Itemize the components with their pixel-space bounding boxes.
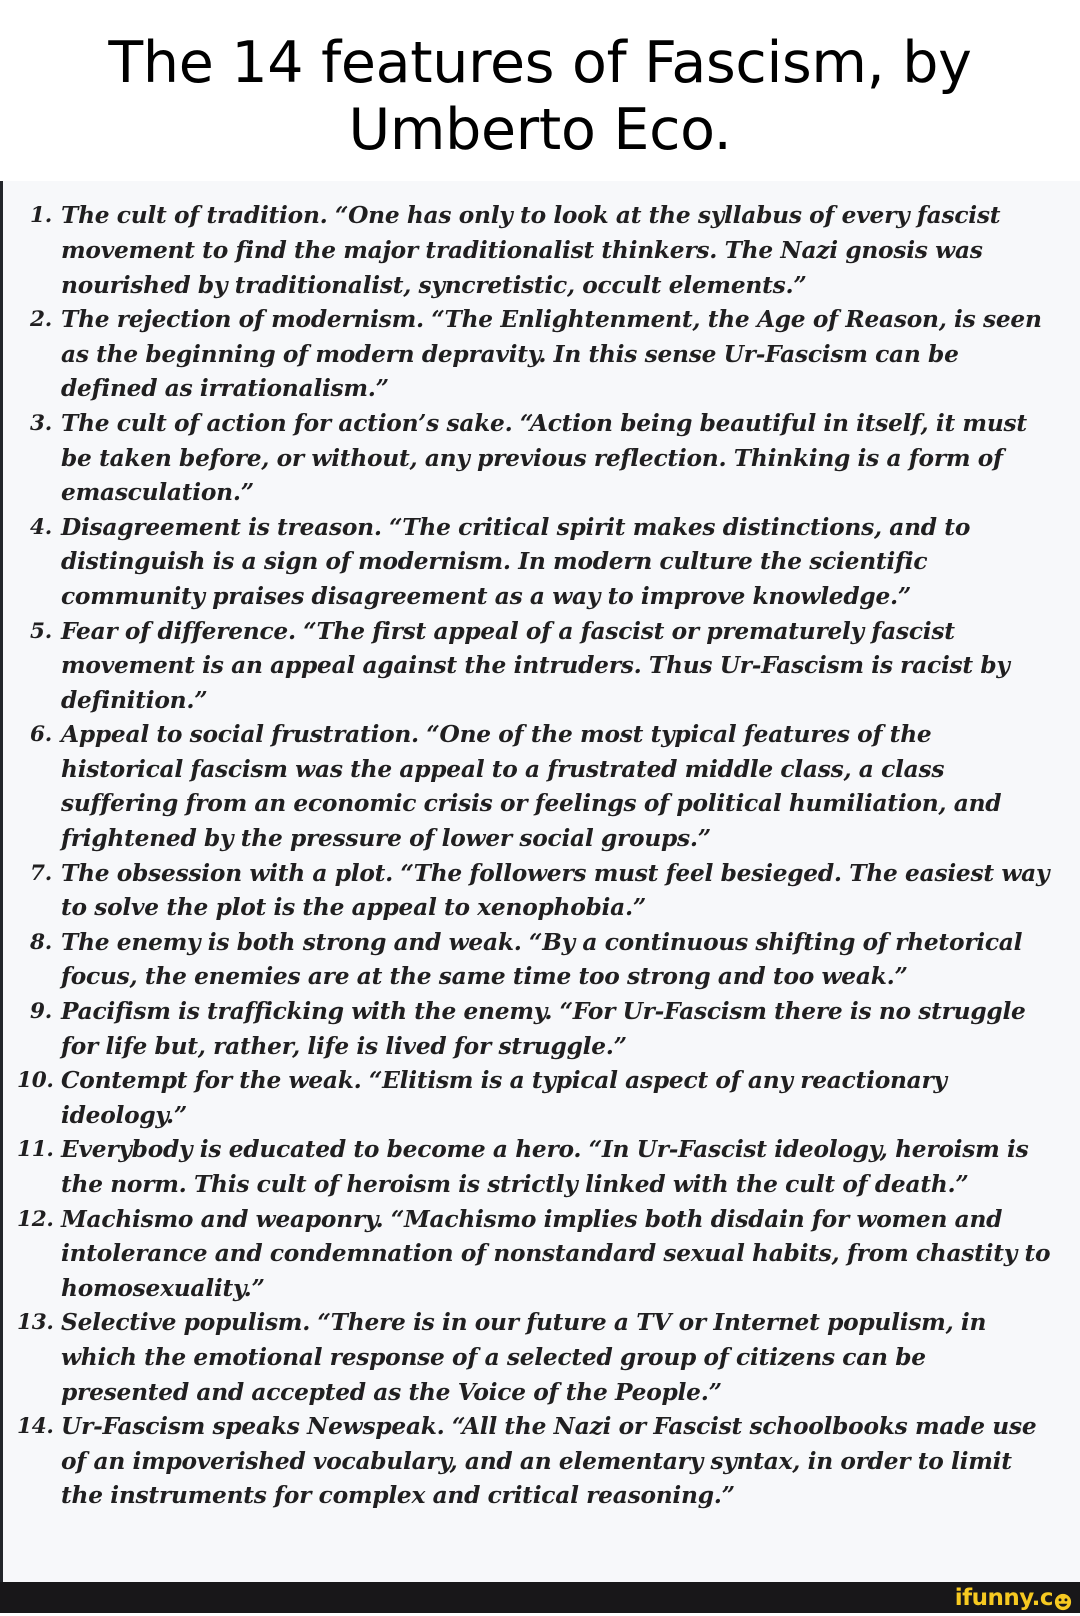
page-title: The 14 features of Fascism, by Umberto Eco. (108, 30, 972, 163)
list-item-number: 9. (30, 999, 52, 1025)
title-block (0, 0, 1080, 181)
list-item (17, 1203, 1062, 1307)
list-item (17, 511, 1062, 615)
list-item-number: 13. (17, 1310, 54, 1336)
list-item (17, 303, 1062, 407)
list-item-text: Machismo and weaponry. “Machismo implies both disdain for women and intolerance and condemnation of nonstandard sexual habits, from chastity to homosexuality.” (61, 1205, 1051, 1302)
list-item-number: 6. (30, 722, 52, 748)
list-item (17, 926, 1062, 995)
list-item-number: 2. (30, 307, 52, 333)
list-item-number: 1. (30, 203, 52, 229)
list-item-number: 8. (30, 929, 52, 955)
list-item-text: Everybody is educated to become a hero. “In Ur-Fascist ideology, heroism is the norm. This cult of heroism is strictly linked with the cult of death.” (61, 1136, 1029, 1198)
list-item-text: The cult of action for action’s sake. “Action being beautiful in itself, it must be taken before, or without, any previous reflection. Thinking is a form of emasculation.” (61, 409, 1027, 507)
list-item-number: 10. (17, 1068, 54, 1094)
list-item-number: 12. (17, 1206, 54, 1232)
list-item (17, 199, 1062, 303)
list-item (17, 718, 1062, 856)
list-item-text: Pacifism is trafficking with the enemy. “For Ur-Fascism there is no struggle for life but, rather, life is lived for struggle.” (61, 998, 1026, 1060)
watermark-bar (0, 1582, 1080, 1613)
list-item-text: The obsession with a plot. “The followers must feel besieged. The easiest way to solve the plot is the appeal to xenophobia.” (61, 859, 1050, 922)
list-item-number: 14. (17, 1414, 54, 1440)
list-item-text: The rejection of modernism. “The Enlightenment, the Age of Reason, is seen as the beginning of modern depravity. In this sense Ur-Fascism can be defined as irrationalism.” (61, 306, 1042, 403)
list-item-text: Disagreement is treason. “The critical spirit makes distinctions, and to distinguish is a sign of modernism. In modern culture the scientific community praises disagreement as a way to improve knowledge.” (61, 513, 971, 610)
ifunny-watermark (955, 1587, 1072, 1610)
list-item (17, 995, 1062, 1064)
list-item (17, 1133, 1062, 1202)
list-item (17, 615, 1062, 719)
list-item-number: 7. (30, 860, 52, 886)
list-item-text: Fear of difference. “The first appeal of a fascist or prematurely fascist movement is an appeal against the intruders. Thus Ur-Fascism is racist by definition.” (61, 617, 1010, 714)
watermark-label: ifunny.c (954, 1585, 1053, 1611)
fascism-features-list (17, 199, 1062, 1514)
list-item (17, 1410, 1062, 1514)
content-panel (0, 181, 1080, 1582)
list-item-text: Ur-Fascism speaks Newspeak. “All the Nazi or Fascist schoolbooks made use of an impoverished vocabulary, and an elementary syntax, in order to limit the instruments for complex and critical reasoning.” (61, 1413, 1037, 1510)
list-item (17, 1306, 1062, 1410)
list-item-text: Appeal to social frustration. “One of the most typical features of the historical fascism was the appeal to a frustrated middle class, a class suffering from an economic crisis or feelings of political humiliation, and frightened by the pressure of lower social groups.” (61, 721, 1002, 853)
list-item-number: 4. (30, 514, 52, 540)
smiley-face-icon (1054, 1593, 1072, 1611)
list-item-text: The enemy is both strong and weak. “By a continuous shifting of rhetorical focus, the enemies are at the same time too strong and too weak.” (61, 928, 1023, 991)
list-item-number: 11. (17, 1137, 54, 1163)
list-item (17, 857, 1062, 926)
list-item (17, 1064, 1062, 1133)
list-item-text: Contempt for the weak. “Elitism is a typical aspect of any reactionary ideology.” (61, 1067, 947, 1129)
list-item-number: 5. (30, 618, 52, 644)
list-item-text: The cult of tradition. “One has only to look at the syllabus of every fascist movement to find the major traditionalist thinkers. The Nazi gnosis was nourished by traditionalist, syncretistic, occult elements.” (61, 202, 1001, 299)
list-item-number: 3. (30, 410, 52, 436)
list-item (17, 407, 1062, 511)
list-item-text: Selective populism. “There is in our future a TV or Internet populism, in which the emotional response of a selected group of citizens can be presented and accepted as the Voice of the People.” (61, 1309, 987, 1406)
